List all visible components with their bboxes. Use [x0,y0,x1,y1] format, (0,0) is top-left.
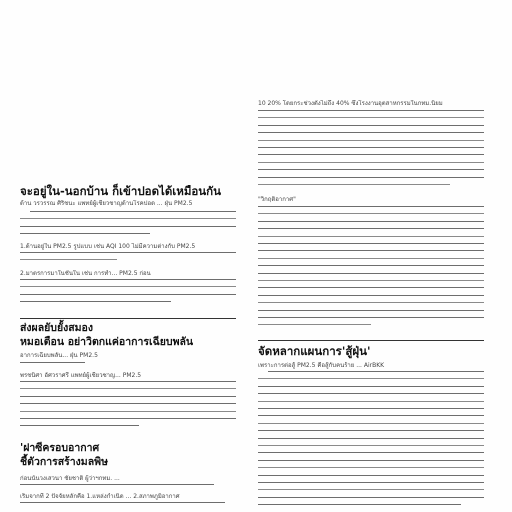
text-line [258,497,484,498]
text-line [20,411,236,412]
text-line [20,279,236,280]
section-heading-3: 'ฝาซีครอบอากาศ [20,442,100,454]
right-quote-label: "วิกฤติอากาศ" [258,196,296,203]
section-subheading-2: หมอเตือน อย่าวิตกแค่อาการเฉียบพลัน [20,336,194,348]
section3-list-text: เริ่มจากที่ 2 ปัจจัยหลักคือ 1.แหล่งกำเนิด ... 2.สภาพภูมิอากาศ [20,493,180,500]
text-line [258,154,484,155]
text-line [20,226,236,227]
text-line [268,371,484,372]
text-line [258,287,484,288]
text-line [258,393,484,394]
text-line [258,302,484,303]
text-line [20,484,214,485]
text-line [258,206,484,207]
text-line [258,415,484,416]
text-line [20,388,236,389]
text-line [258,378,484,379]
right-section-lead-text: เพราะการต่อสู้ PM2.5 คือสู้กับคนร้าย ... AirBKK [258,362,385,369]
text-line [258,460,484,461]
text-line [258,295,484,296]
text-line [258,117,484,118]
text-line [20,286,236,287]
section-heading-1: จะอยู่ใน-นอกบ้าน ก็เข้าปอดได้เหมือนกัน [20,184,221,198]
text-line [258,310,484,311]
section1-list-item-1: 1.ด้านอยู่ใน PM2.5 รูปแบบ เช่น AQI 100 ไม่มีความต่างกับ PM2.5 [20,243,196,250]
text-line [258,250,484,251]
text-line [258,324,371,325]
section-divider-2 [20,318,236,319]
section1-list-item-2: 2.มาตรการมาในชั้นใน เช่น การทำ... PM2.5 ก่อน [20,270,151,277]
text-line [258,386,484,387]
text-line [258,243,484,244]
text-line [20,252,236,253]
text-line [258,140,484,141]
text-line [30,211,236,212]
text-line [258,221,484,222]
text-line [258,162,484,163]
text-line [258,475,484,476]
text-line [258,177,484,178]
text-line [258,452,484,453]
text-line [258,236,484,237]
text-line [20,396,236,397]
section1-lead-text: ด้าน วรวรรณ ศิริชนะ แพทย์ผู้เชี่ยวชาญด้านโรคปอด ... ฝุ่น PM2.5 [20,200,193,207]
section3-lead-text: ก่อนนั้นวงเสวนา ชัยชาติ ผู้ว่าฯกทม. ... [20,475,120,482]
text-line [258,467,484,468]
text-line [258,273,484,274]
text-line [20,425,139,426]
text-line [258,317,484,318]
text-line [258,213,484,214]
section2-person-text: พรชนิศา อัศวราศรี แพทย์ผู้เชี่ยวชาญ... PM2.5 [20,372,142,379]
text-line [258,408,484,409]
text-line [258,504,461,505]
text-line [258,258,484,259]
section-heading-2: ส่งผลยับยั้งสมอง [20,322,93,334]
text-line [258,280,484,281]
text-line [258,132,484,133]
text-line [20,294,236,295]
text-line [258,125,484,126]
text-line [20,259,117,260]
text-line [20,218,236,219]
text-line [258,147,484,148]
text-line [258,110,484,111]
text-line [258,445,484,446]
text-line [20,502,225,503]
text-line [258,228,484,229]
text-line [20,233,150,234]
text-line [20,362,85,363]
section2-lead-text: อาการเฉียบพลัน... ฝุ่น PM2.5 [20,352,98,359]
text-line [258,401,484,402]
text-line [258,438,484,439]
section-heading-right: จัดหลากแผนการ'สู้ฝุ่น' [258,344,371,358]
section-subheading-3: ชี้ตัวการสร้างมลพิษ [20,456,109,468]
section-divider-right [258,340,484,341]
text-line [258,489,484,490]
text-line [258,265,484,266]
right-opening-text: 10 20% โดยกระช่วงตั้งไม่ถึง 40% ซึ่งโรงงานอุตสาหกรรมในกทม.นิยม [258,100,443,107]
text-line [258,482,484,483]
text-line [20,418,236,419]
text-line [258,169,484,170]
text-line [20,381,236,382]
text-line [258,430,484,431]
text-line [20,301,171,302]
text-line [258,184,450,185]
text-line [258,423,484,424]
text-line [20,403,236,404]
